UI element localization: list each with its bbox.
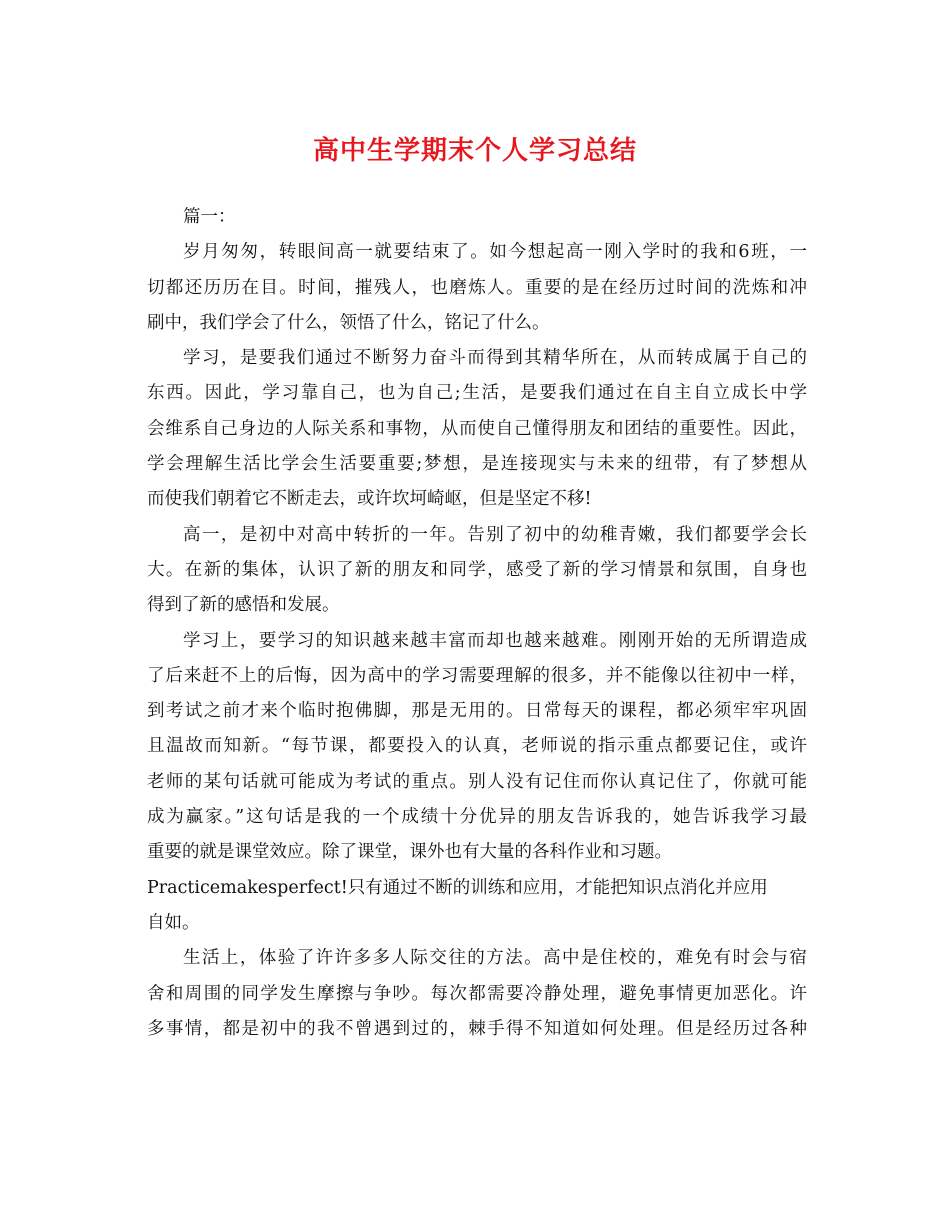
body-line: 多事情，都是初中的我不曾遇到过的，棘手得不知道如何处理。但是经历过各种 <box>147 1018 807 1039</box>
body-line: 舍和周围的同学发生摩擦与争吵。每次都需要冷静处理，避免事情更加恶化。许 <box>147 983 807 1004</box>
body-line: 生活上，体验了许许多多人际交往的方法。高中是住校的，难免有时会与宿 <box>183 948 807 969</box>
body-line: 篇一： <box>183 207 236 227</box>
body-line: 成为赢家。”这句话是我的一个成绩十分优异的朋友告诉我的，她告诉我学习最 <box>147 807 807 828</box>
body-line: 刷中，我们学会了什么，领悟了什么，铭记了什么。 <box>147 312 550 333</box>
body-line: 得到了新的感悟和发展。 <box>147 595 340 616</box>
body-line: 到考试之前才来个临时抱佛脚，那是无用的。日常每天的课程，都必须牢牢巩固 <box>147 701 807 722</box>
body-line: 切都还历历在目。时间，摧残人，也磨炼人。重要的是在经历过时间的洗炼和冲 <box>147 277 807 298</box>
body-line: 了后来赶不上的后悔，因为高中的学习需要理解的很多，并不能像以往初中一样， <box>147 665 807 686</box>
body-line: 学习上，要学习的知识越来越丰富而却也越来越难。刚刚开始的无所谓造成 <box>183 630 807 651</box>
body-line: 大。在新的集体，认识了新的朋友和同学，感受了新的学习情景和氛围，自身也 <box>147 559 807 580</box>
body-line: Practicemakesperfect!只有通过不断的训练和应用，才能把知识点消化并应用 <box>147 877 768 898</box>
body-line: 而使我们朝着它不断走去，或许坎坷崎岖，但是坚定不移! <box>147 489 592 510</box>
document-title: 高中生学期末个人学习总结 <box>312 136 637 166</box>
body-line: 学习，是要我们通过不断努力奋斗而得到其精华所在，从而转成属于自己的 <box>183 348 807 369</box>
body-line: 高一，是初中对高中转折的一年。告别了初中的幼稚青嫩，我们都要学会长 <box>183 524 807 545</box>
document-body <box>147 200 807 1047</box>
body-line: 东西。因此，学习靠自己，也为自己;生活，是要我们通过在自主自立成长中学 <box>147 383 807 404</box>
body-line: 自如。 <box>147 912 200 933</box>
body-line: 会维系自己身边的人际关系和事物，从而使自己懂得朋友和团结的重要性。因此， <box>147 418 807 439</box>
body-line: 岁月匆匆，转眼间高一就要结束了。如今想起高一刚入学时的我和6班，一 <box>183 242 807 263</box>
body-line: 学会理解生活比学会生活要重要;梦想，是连接现实与未来的纽带，有了梦想从 <box>147 454 807 475</box>
body-line: 且温故而知新。“每节课，都要投入的认真，老师说的指示重点都要记住，或许 <box>147 736 807 757</box>
body-line: 老师的某句话就可能成为考试的重点。别人没有记住而你认真记住了，你就可能 <box>147 771 807 792</box>
body-line: 重要的就是课堂效应。除了课堂，课外也有大量的各科作业和习题。 <box>147 842 672 863</box>
